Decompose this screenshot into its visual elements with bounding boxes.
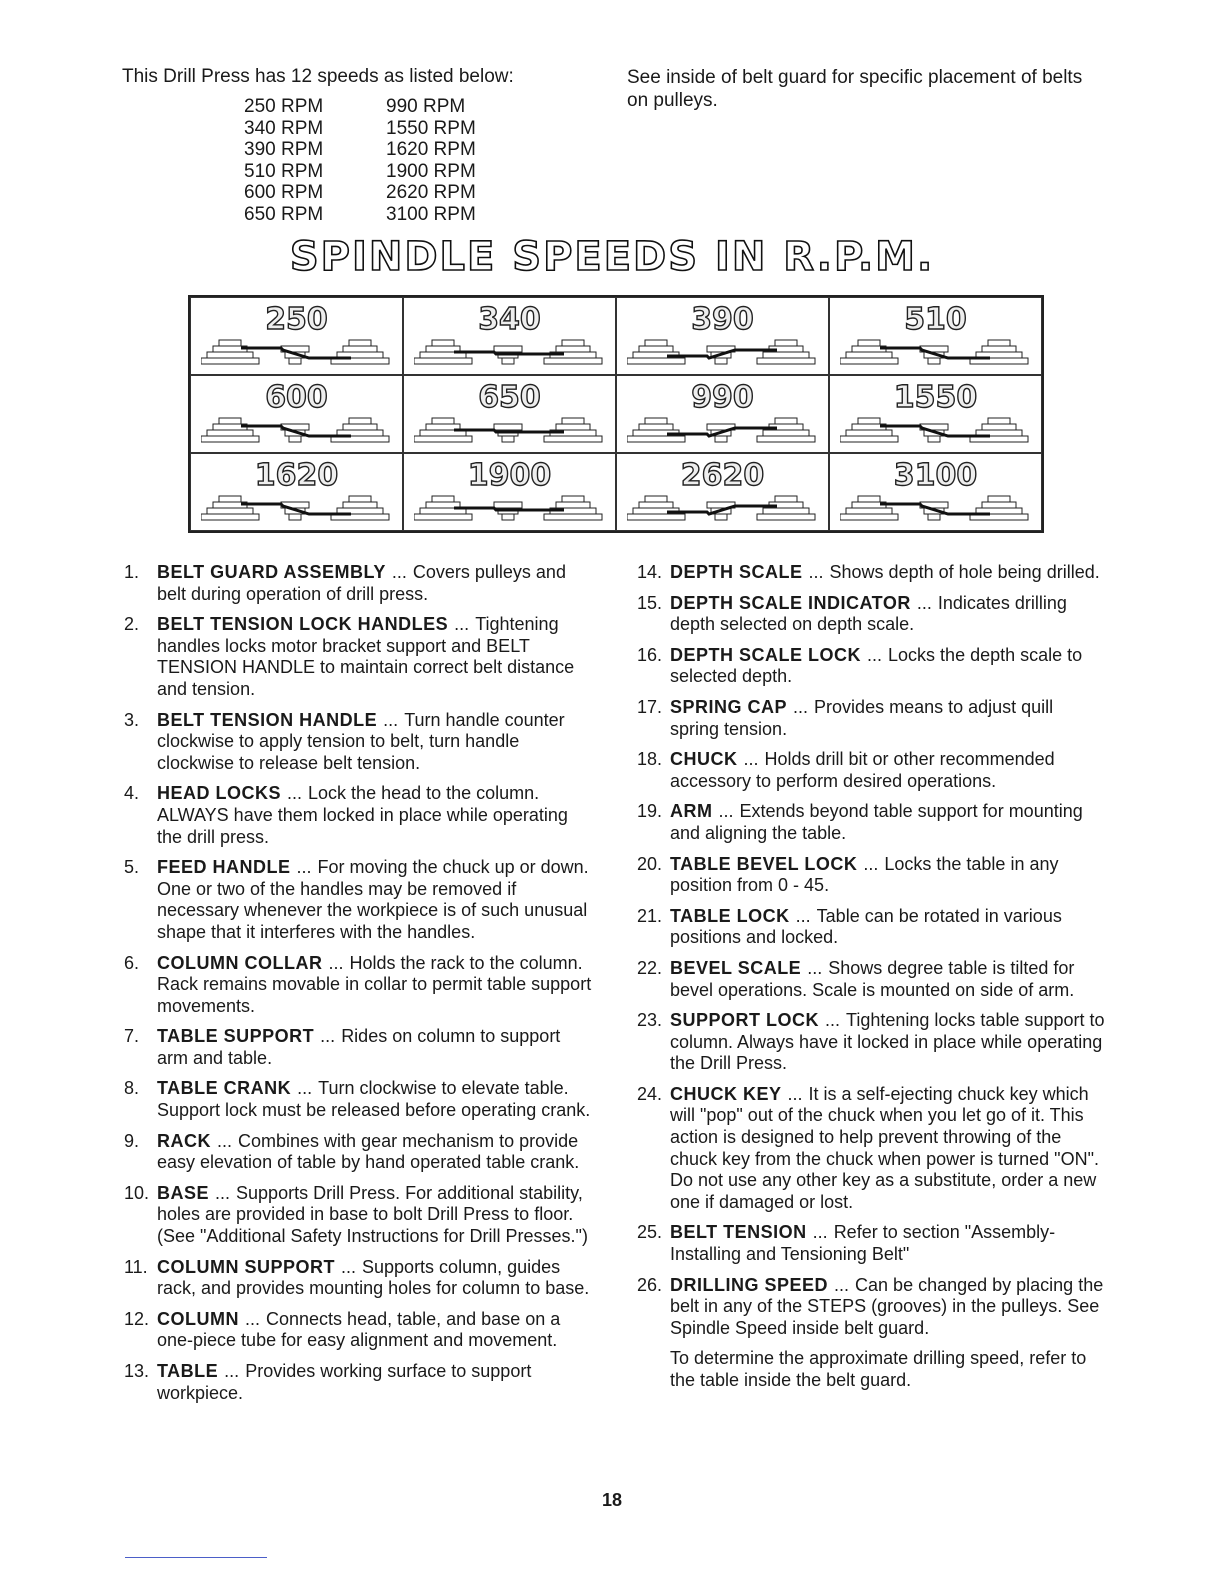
item-number: 3. xyxy=(124,709,140,730)
item-description: Shows depth of hole being drilled. xyxy=(829,562,1100,582)
item-body xyxy=(670,854,1107,897)
item-separator: ... xyxy=(287,783,303,804)
speed-list-item: 650 RPM xyxy=(244,203,324,225)
item-number: 12. xyxy=(124,1308,150,1329)
list-item xyxy=(637,1084,1107,1214)
item-body xyxy=(157,1257,594,1300)
list-item xyxy=(637,1275,1107,1340)
item-description: Table can be rotated in various positions and locked. xyxy=(670,905,1062,948)
item-body xyxy=(157,1078,594,1121)
speed-list-item: 2620 RPM xyxy=(386,182,476,204)
item-title: BASE xyxy=(157,1182,210,1203)
parts-list-left xyxy=(124,562,594,1413)
item-title: ARM xyxy=(670,801,713,822)
item-number: 25. xyxy=(637,1222,663,1243)
item-title: CHUCK xyxy=(670,749,738,770)
item-body xyxy=(157,614,594,700)
item-body xyxy=(157,1183,594,1248)
item-separator: ... xyxy=(867,644,883,665)
speed-value: 1620 xyxy=(254,458,339,493)
intro-text: This Drill Press has 12 speeds as listed below: xyxy=(122,66,514,87)
item-body xyxy=(157,953,594,1018)
item-body xyxy=(670,1222,1107,1265)
list-item xyxy=(124,953,594,1018)
item-body xyxy=(670,593,1107,636)
speed-list-item: 250 RPM xyxy=(244,96,324,117)
list-item xyxy=(124,1309,594,1352)
speed-cell xyxy=(403,453,616,531)
item-number: 8. xyxy=(124,1078,140,1099)
item-number: 5. xyxy=(124,857,140,878)
closing-note: To determine the approximate drilling speed, refer to the table inside the belt guard. xyxy=(670,1348,1087,1390)
item-separator: ... xyxy=(320,1026,336,1047)
speed-list-item: 1550 RPM xyxy=(386,117,476,139)
item-separator: ... xyxy=(297,1078,313,1099)
item-title: SUPPORT LOCK xyxy=(670,1010,820,1031)
pulley-belt-diagram xyxy=(627,492,817,526)
list-item xyxy=(124,562,594,605)
item-separator: ... xyxy=(863,853,879,874)
item-body xyxy=(670,1084,1107,1214)
item-description: Refer to section "Assembly-Installing and Tensioning Belt" xyxy=(670,1222,1056,1265)
item-body xyxy=(670,1010,1107,1075)
speed-value: 2620 xyxy=(680,458,765,493)
item-separator: ... xyxy=(454,614,470,635)
item-title: CHUCK KEY xyxy=(670,1083,782,1104)
item-description: Locks the table in any position from 0 - 45. xyxy=(670,853,1059,896)
item-description: Covers pulleys and belt during operation of drill press. xyxy=(157,562,566,604)
item-number: 20. xyxy=(637,853,663,874)
item-number: 17. xyxy=(637,696,663,717)
item-body xyxy=(157,1361,594,1404)
item-description: Supports column, guides rack, and provides mounting holes for column to base. xyxy=(157,1256,590,1299)
item-description: Tightening locks table support to column. Always have it locked in place while operating the Drill Press. xyxy=(670,1010,1105,1074)
list-item xyxy=(637,854,1107,897)
speed-list-item: 990 RPM xyxy=(386,96,466,117)
item-title: RACK xyxy=(157,1130,211,1151)
item-description: Rides on column to support arm and table. xyxy=(157,1026,561,1068)
item-number: 1. xyxy=(124,562,140,582)
item-separator: ... xyxy=(383,709,399,730)
speed-cell xyxy=(829,453,1042,531)
item-title: COLUMN COLLAR xyxy=(157,952,323,973)
item-body xyxy=(670,562,1107,584)
item-body xyxy=(157,1131,594,1174)
item-title: BEVEL SCALE xyxy=(670,957,802,978)
list-item xyxy=(124,710,594,775)
speed-value: 1550 xyxy=(893,380,978,415)
item-separator: ... xyxy=(341,1256,357,1277)
item-separator: ... xyxy=(793,696,809,717)
item-description: Tightening handles locks motor bracket support and BELT TENSION HANDLE to maintain correct belt distance and tension. xyxy=(157,614,575,699)
speed-value: 510 xyxy=(904,302,967,337)
item-separator: ... xyxy=(812,1222,828,1243)
item-separator: ... xyxy=(743,749,759,770)
pulley-belt-diagram xyxy=(840,414,1030,448)
item-description: It is a self-ejecting chuck key which will "pop" out of the chuck when you let go of it. This action is designed to help prevent throwing of the chuck key from the chuck when power is turned "ON". Do not use any other key as a substitute, order a new one if damaged or lost. xyxy=(670,1083,1099,1212)
footer-rule xyxy=(125,1557,267,1558)
item-separator: ... xyxy=(718,801,734,822)
speed-value: 600 xyxy=(265,380,328,415)
speed-cell xyxy=(616,453,829,531)
item-body xyxy=(670,801,1107,844)
list-item xyxy=(124,614,594,700)
item-body xyxy=(670,958,1107,1001)
item-title: HEAD LOCKS xyxy=(157,783,282,804)
item-description: Supports Drill Press. For additional stability, holes are provided in base to bolt Drill Press to floor. (See "Additional Safety Instructions for Drill Presses.") xyxy=(157,1182,588,1247)
item-body xyxy=(670,1275,1107,1340)
item-body xyxy=(670,645,1107,688)
pulley-belt-diagram xyxy=(840,336,1030,370)
item-description: For moving the chuck up or down. One or two of the handles may be removed if necessary whenever the workpiece is of such unusual shape that it interferes with the handles. xyxy=(157,857,589,942)
item-title: DRILLING SPEED xyxy=(670,1274,829,1295)
speed-cell xyxy=(829,297,1042,375)
item-body xyxy=(157,857,594,943)
page-title: SPINDLE SPEEDS IN R.P.M. xyxy=(289,234,935,280)
item-description: Provides means to adjust quill spring tension. xyxy=(670,696,1054,739)
item-separator: ... xyxy=(224,1361,240,1381)
item-number: 22. xyxy=(637,957,663,978)
item-number: 18. xyxy=(637,749,663,770)
speed-list-item: 3100 RPM xyxy=(386,203,476,225)
item-separator: ... xyxy=(834,1274,850,1295)
list-item xyxy=(637,906,1107,949)
item-title: TABLE CRANK xyxy=(157,1078,292,1099)
item-number: 23. xyxy=(637,1010,663,1031)
pulley-belt-diagram xyxy=(840,492,1030,526)
item-description: Extends beyond table support for mounting and aligning the table. xyxy=(670,801,1083,843)
item-description: Lock the head to the column. ALWAYS have them locked in place while operating the drill press. xyxy=(157,783,568,847)
item-title: DEPTH SCALE INDICATOR xyxy=(670,592,911,613)
list-item xyxy=(637,562,1107,584)
speed-value: 250 xyxy=(265,302,328,337)
list-item xyxy=(637,645,1107,688)
item-number: 10. xyxy=(124,1182,150,1203)
pulley-belt-diagram xyxy=(201,414,391,448)
item-separator: ... xyxy=(245,1308,261,1329)
speed-list xyxy=(244,96,476,226)
item-separator: ... xyxy=(825,1010,841,1031)
item-number: 11. xyxy=(124,1256,148,1277)
item-description: Turn clockwise to elevate table. Support lock must be released before operating crank. xyxy=(157,1078,591,1121)
item-body xyxy=(670,749,1107,792)
item-separator: ... xyxy=(217,1130,233,1151)
speed-cell xyxy=(403,297,616,375)
speed-cell xyxy=(616,297,829,375)
item-body xyxy=(157,783,594,848)
spindle-speed-table xyxy=(188,295,1044,533)
list-item xyxy=(124,1257,594,1300)
speed-value: 340 xyxy=(478,302,541,337)
list-item xyxy=(124,1361,594,1404)
item-title: FEED HANDLE xyxy=(157,857,291,878)
pulley-belt-diagram xyxy=(414,414,604,448)
list-item xyxy=(124,783,594,848)
item-title: COLUMN xyxy=(157,1308,239,1329)
speed-list-item: 340 RPM xyxy=(244,117,324,139)
list-item xyxy=(124,857,594,943)
speed-value: 390 xyxy=(691,302,754,337)
item-number: 7. xyxy=(124,1026,140,1047)
pulley-belt-diagram xyxy=(627,336,817,370)
pulley-belt-diagram xyxy=(414,336,604,370)
item-description: Holds the rack to the column. Rack remains movable in collar to permit table support movements. xyxy=(157,952,592,1016)
item-separator: ... xyxy=(215,1182,231,1203)
item-number: 6. xyxy=(124,952,140,973)
item-separator: ... xyxy=(807,957,823,978)
speed-list-item: 1620 RPM xyxy=(386,139,476,161)
item-title: DEPTH SCALE xyxy=(670,562,803,582)
item-number: 14. xyxy=(637,562,663,582)
speed-list-item: 600 RPM xyxy=(244,182,324,204)
list-item xyxy=(637,1222,1107,1265)
item-title: TABLE LOCK xyxy=(670,905,790,926)
list-item xyxy=(124,1078,594,1121)
item-separator: ... xyxy=(328,952,344,973)
item-title: TABLE xyxy=(157,1361,219,1381)
speed-cell xyxy=(190,375,403,453)
item-separator: ... xyxy=(787,1083,803,1104)
list-item xyxy=(637,801,1107,844)
belt-guard-note: See inside of belt guard for specific placement of belts on pulleys. xyxy=(627,67,1083,111)
pulley-belt-diagram xyxy=(627,414,817,448)
item-separator: ... xyxy=(795,905,811,926)
item-description: Indicates drilling depth selected on depth scale. xyxy=(670,592,1067,635)
list-item xyxy=(124,1131,594,1174)
item-description: Turn handle counter clockwise to apply tension to belt, turn handle clockwise to release belt tension. xyxy=(157,709,565,773)
speed-cell xyxy=(403,375,616,453)
item-body xyxy=(157,1309,594,1352)
item-title: SPRING CAP xyxy=(670,696,788,717)
speed-value: 650 xyxy=(478,380,541,415)
list-item xyxy=(637,697,1107,740)
item-body xyxy=(670,697,1107,740)
item-description: Combines with gear mechanism to provide easy elevation of table by hand operated table crank. xyxy=(157,1130,580,1173)
speed-value: 1900 xyxy=(467,458,552,493)
item-number: 19. xyxy=(637,801,663,822)
item-separator: ... xyxy=(916,592,932,613)
item-body xyxy=(670,906,1107,949)
item-title: TABLE BEVEL LOCK xyxy=(670,853,858,874)
pulley-belt-diagram xyxy=(201,492,391,526)
page-number: 18 xyxy=(601,1490,623,1510)
speed-list-item: 510 RPM xyxy=(244,160,324,182)
list-item xyxy=(637,1010,1107,1075)
list-item xyxy=(637,749,1107,792)
speed-value: 990 xyxy=(691,380,754,415)
item-title: BELT GUARD ASSEMBLY xyxy=(157,562,386,582)
item-number: 26. xyxy=(637,1274,663,1295)
item-number: 16. xyxy=(637,644,663,665)
item-description: Connects head, table, and base on a one-piece tube for easy alignment and movement. xyxy=(157,1308,561,1351)
item-body xyxy=(157,1026,594,1069)
item-title: BELT TENSION HANDLE xyxy=(157,709,378,730)
speed-list-item: 1900 RPM xyxy=(386,160,476,182)
parts-list-right xyxy=(637,562,1107,1392)
list-item xyxy=(124,1183,594,1248)
item-number: 2. xyxy=(124,614,140,635)
item-description: Holds drill bit or other recommended accessory to perform desired operations. xyxy=(670,749,1055,791)
list-item xyxy=(124,1026,594,1069)
item-description: Can be changed by placing the belt in any of the STEPS (grooves) in the pulleys. See Spindle Speed inside belt guard. xyxy=(670,1274,1104,1338)
item-description: Provides working surface to support workpiece. xyxy=(157,1361,532,1403)
item-number: 21. xyxy=(637,905,663,926)
item-body xyxy=(157,562,594,605)
item-number: 24. xyxy=(637,1083,663,1104)
speed-cell xyxy=(829,375,1042,453)
speed-cell xyxy=(616,375,829,453)
item-number: 9. xyxy=(124,1130,140,1151)
item-title: DEPTH SCALE LOCK xyxy=(670,644,862,665)
list-item xyxy=(637,593,1107,636)
item-title: BELT TENSION LOCK HANDLES xyxy=(157,614,449,635)
item-number: 13. xyxy=(124,1361,150,1381)
item-separator: ... xyxy=(391,562,407,582)
speed-list-item: 390 RPM xyxy=(244,139,324,161)
item-separator: ... xyxy=(808,562,824,582)
item-number: 4. xyxy=(124,783,140,804)
item-separator: ... xyxy=(296,857,312,878)
list-item xyxy=(637,958,1107,1001)
item-body xyxy=(157,710,594,775)
item-description: Locks the depth scale to selected depth. xyxy=(670,644,1083,687)
pulley-belt-diagram xyxy=(414,492,604,526)
item-title: COLUMN SUPPORT xyxy=(157,1256,335,1277)
item-title: BELT TENSION xyxy=(670,1222,807,1243)
speed-cell xyxy=(190,297,403,375)
pulley-belt-diagram xyxy=(201,336,391,370)
item-title: TABLE SUPPORT xyxy=(157,1026,315,1047)
speed-cell xyxy=(190,453,403,531)
item-number: 15. xyxy=(637,592,663,613)
speed-value: 3100 xyxy=(893,458,978,493)
item-description: Shows degree table is tilted for bevel operations. Scale is mounted on side of arm. xyxy=(670,957,1075,1000)
